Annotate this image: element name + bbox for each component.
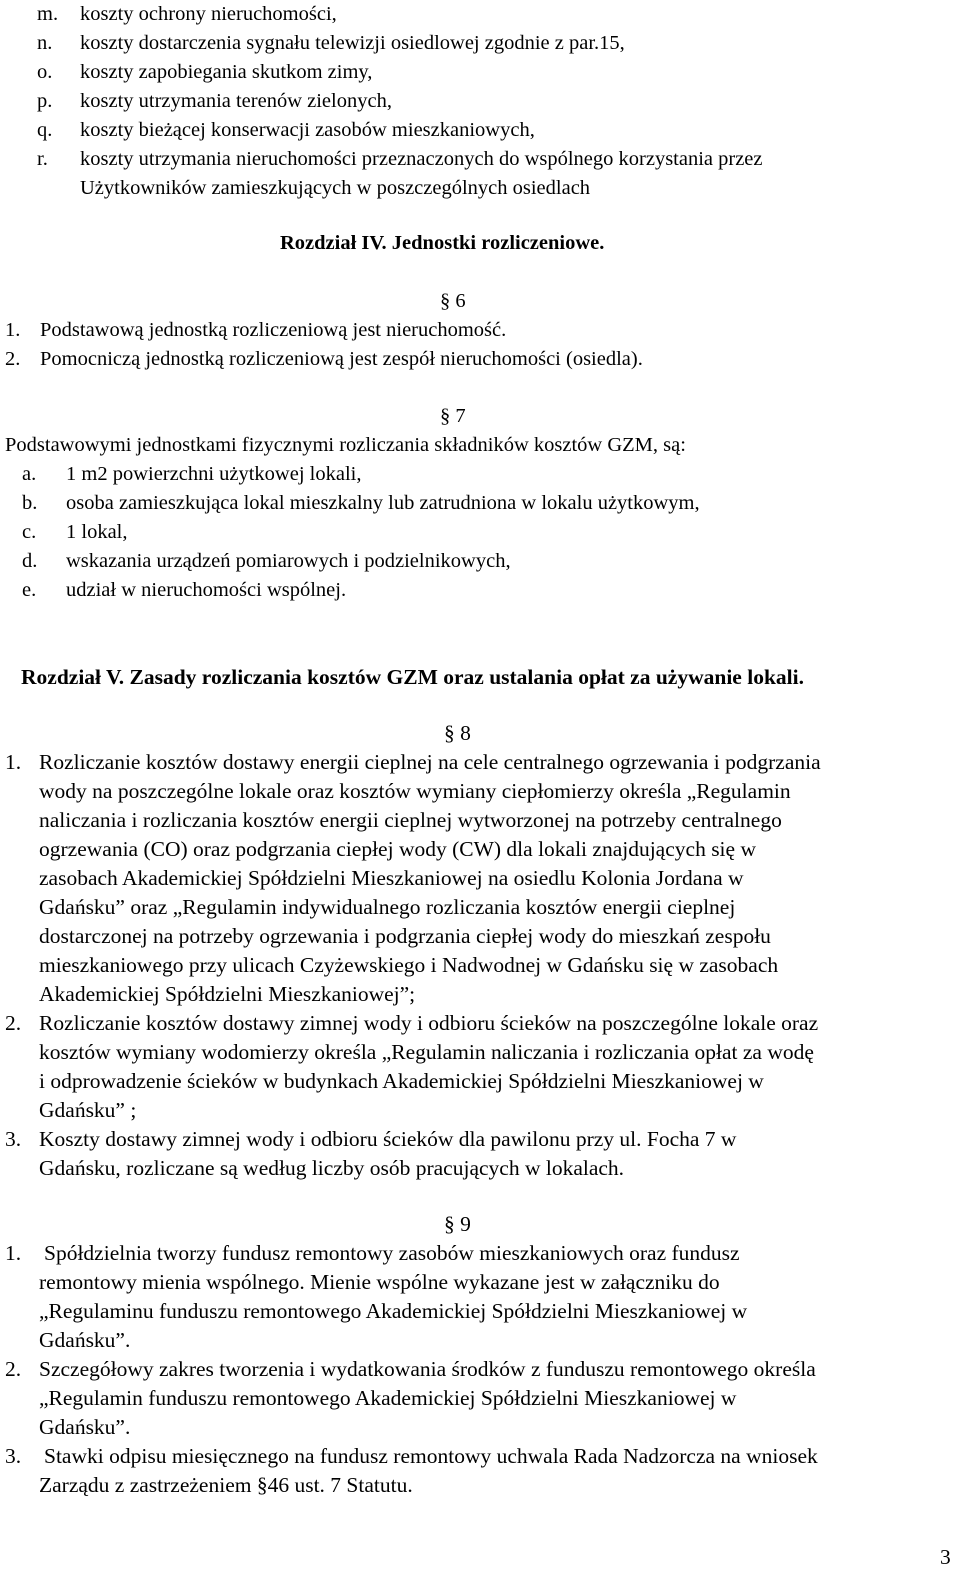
list-item-text: koszty utrzymania terenów zielonych, xyxy=(80,90,392,112)
list-item-text: Rozliczanie kosztów dostawy zimnej wody i odbioru ścieków na poszczególne lokale oraz xyxy=(39,1011,819,1035)
list-item-text: Gdańsku”. xyxy=(39,1415,131,1439)
list-marker: a. xyxy=(22,463,37,485)
paragraph-intro: Podstawowymi jednostkami fizycznymi rozliczania składników kosztów GZM, są: xyxy=(5,434,686,456)
list-item-text: remontowy mienia wspólnego. Mienie wspólne wykazane jest w załączniku do xyxy=(39,1270,720,1294)
list-item-text: 1 lokal, xyxy=(66,521,128,543)
list-item-text: kosztów wymiany wodomierzy określa „Regulamin naliczania i rozliczania opłat za wodę xyxy=(39,1040,814,1064)
list-item-text: Szczegółowy zakres tworzenia i wydatkowania środków z funduszu remontowego określa xyxy=(39,1357,816,1381)
list-marker: r. xyxy=(37,148,48,170)
section-sign: § 9 xyxy=(444,1212,471,1236)
list-marker: q. xyxy=(37,119,53,141)
list-item-text: Akademickiej Spółdzielni Mieszkaniowej”; xyxy=(39,982,416,1006)
list-item-text: ogrzewania (CO) oraz podgrzania ciepłej wody (CW) dla lokali znajdujących się w xyxy=(39,837,756,861)
list-item-text: Stawki odpisu miesięcznego na fundusz remontowy uchwala Rada Nadzorcza na wniosek xyxy=(44,1444,818,1468)
list-item-text: „Regulaminu funduszu remontowego Akademickiej Spółdzielni Mieszkaniowej w xyxy=(39,1299,748,1323)
section-sign: § 6 xyxy=(440,290,466,312)
list-marker: 3. xyxy=(5,1127,22,1151)
list-marker: 3. xyxy=(5,1444,22,1468)
list-item-text: Gdańsku”. xyxy=(39,1328,131,1352)
list-item-text: Gdańsku” oraz „Regulamin indywidualnego rozliczania kosztów energii cieplnej xyxy=(39,895,736,919)
list-marker: o. xyxy=(37,61,53,83)
section-sign: § 7 xyxy=(440,405,466,427)
list-item-text: Spółdzielnia tworzy fundusz remontowy zasobów mieszkaniowych oraz fundusz xyxy=(44,1241,740,1265)
list-item-text: i odprowadzenie ścieków w budynkach Akademickiej Spółdzielni Mieszkaniowej w xyxy=(39,1069,764,1093)
list-item-text: Pomocniczą jednostką rozliczeniową jest zespół nieruchomości (osiedla). xyxy=(40,348,643,370)
list-marker: b. xyxy=(22,492,38,514)
chapter-heading: Rozdział IV. Jednostki rozliczeniowe. xyxy=(280,232,605,254)
list-marker: 2. xyxy=(5,348,21,370)
list-item-text: „Regulamin funduszu remontowego Akademickiej Spółdzielni Mieszkaniowej w xyxy=(39,1386,737,1410)
list-item-text: naliczania i rozliczania kosztów energii cieplnej wytworzonej na potrzeby centralnego xyxy=(39,808,782,832)
chapter-heading: Rozdział V. Zasady rozliczania kosztów GZM oraz ustalania opłat za używanie lokali. xyxy=(21,665,804,689)
list-marker: 1. xyxy=(5,750,22,774)
list-item-text: Rozliczanie kosztów dostawy energii cieplnej na cele centralnego ogrzewania i podgrzania xyxy=(39,750,821,774)
list-marker: 1. xyxy=(5,319,21,341)
list-marker: m. xyxy=(37,3,59,25)
list-marker: p. xyxy=(37,90,53,112)
list-item-text: udział w nieruchomości wspólnej. xyxy=(66,579,347,601)
list-item-text: wskazania urządzeń pomiarowych i podzielnikowych, xyxy=(66,550,511,572)
list-item-text: Zarządu z zastrzeżeniem §46 ust. 7 Statutu. xyxy=(39,1473,413,1497)
list-marker: 2. xyxy=(5,1011,22,1035)
list-item-text: dostarczonej na potrzeby ogrzewania i podgrzania ciepłej wody do mieszkań zespołu xyxy=(39,924,771,948)
list-item-text: zasobach Akademickiej Spółdzielni Mieszkaniowej na osiedlu Kolonia Jordana w xyxy=(39,866,744,890)
list-item-text: koszty dostarczenia sygnału telewizji osiedlowej zgodnie z par.15, xyxy=(80,32,625,54)
list-item-text: Gdańsku, rozliczane są według liczby osób pracujących w lokalach. xyxy=(39,1156,625,1180)
list-item-text: koszty bieżącej konserwacji zasobów mieszkaniowych, xyxy=(80,119,535,141)
list-marker: e. xyxy=(22,579,37,601)
list-item-text: wody na poszczególne lokale oraz kosztów wymiany ciepłomierzy określa „Regulamin xyxy=(39,779,791,803)
list-item-text: Użytkowników zamieszkujących w poszczególnych osiedlach xyxy=(80,177,591,199)
list-marker: 2. xyxy=(5,1357,22,1381)
list-item-text: Koszty dostawy zimnej wody i odbioru ścieków dla pawilonu przy ul. Focha 7 w xyxy=(39,1127,737,1151)
list-item-text: osoba zamieszkująca lokal mieszkalny lub zatrudniona w lokalu użytkowym, xyxy=(66,492,700,514)
list-item-text: koszty zapobiegania skutkom zimy, xyxy=(80,61,373,83)
list-item-text: koszty utrzymania nieruchomości przeznaczonych do wspólnego korzystania przez xyxy=(80,148,763,170)
list-item-text: Gdańsku” ; xyxy=(39,1098,137,1122)
list-item-text: 1 m2 powierzchni użytkowej lokali, xyxy=(66,463,362,485)
list-marker: d. xyxy=(22,550,38,572)
list-marker: c. xyxy=(22,521,37,543)
section-sign: § 8 xyxy=(444,721,471,745)
list-item-text: mieszkaniowego przy ulicach Czyżewskiego i Nadwodnej w Gdańsku się w zasobach xyxy=(39,953,779,977)
page-number: 3 xyxy=(940,1545,951,1569)
list-item-text: koszty ochrony nieruchomości, xyxy=(80,3,337,25)
list-marker: 1. xyxy=(5,1241,22,1265)
list-item-text: Podstawową jednostką rozliczeniową jest nieruchomość. xyxy=(40,319,507,341)
list-marker: n. xyxy=(37,32,53,54)
